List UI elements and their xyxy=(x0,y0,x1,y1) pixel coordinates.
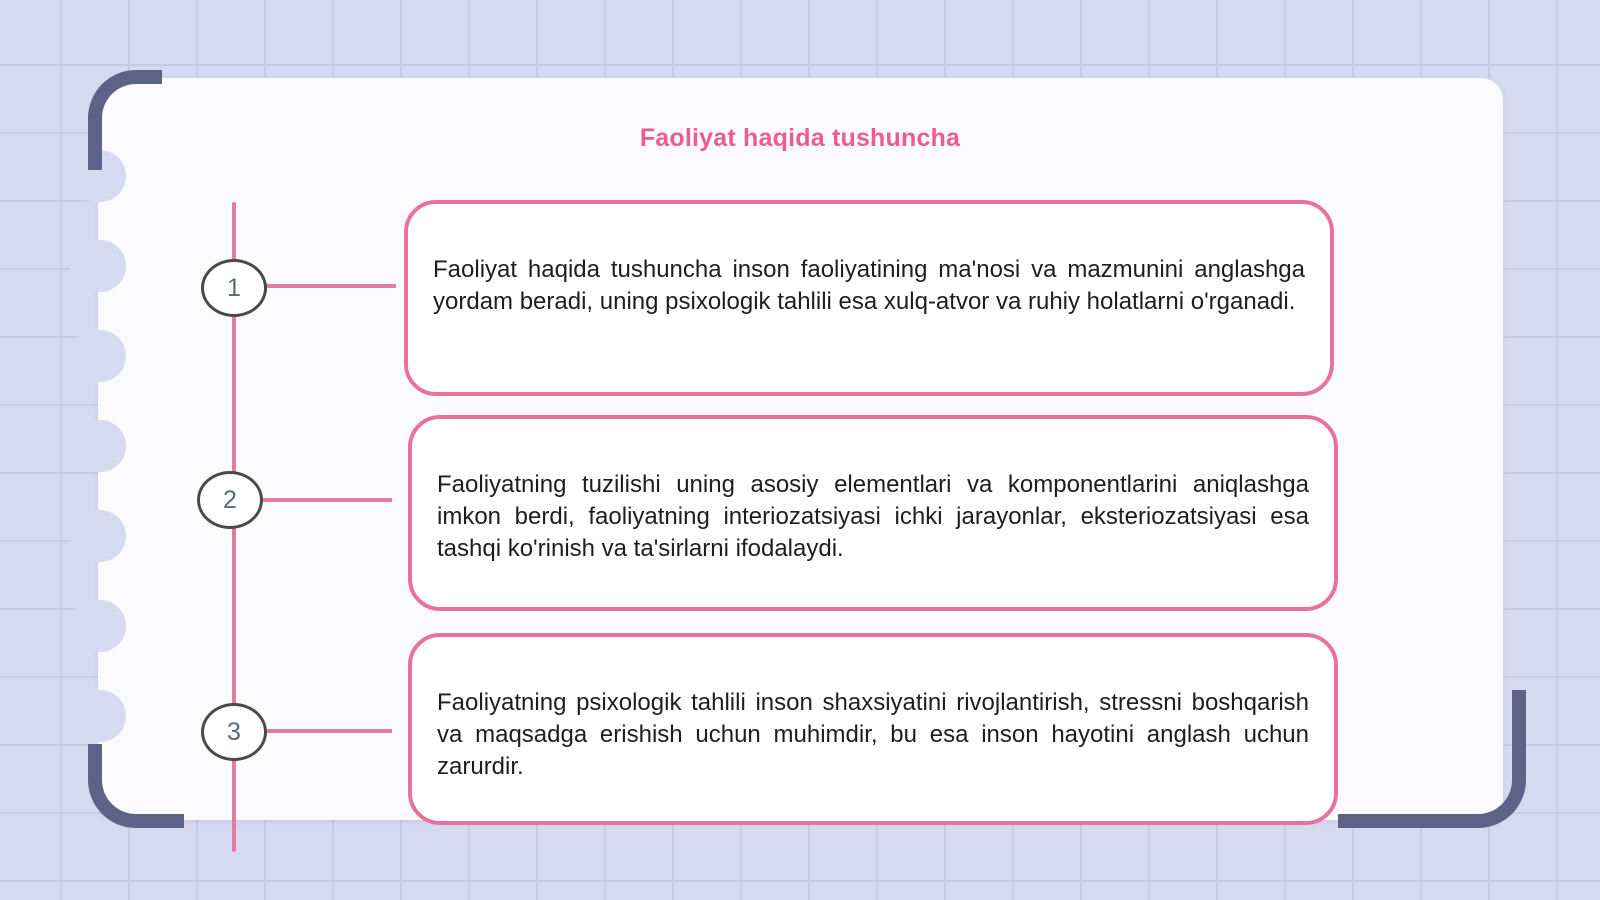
paper-notch xyxy=(70,330,126,382)
info-card-3 xyxy=(408,633,1338,825)
timeline-connector xyxy=(266,729,392,733)
corner-bracket-bottom-right xyxy=(1338,690,1526,828)
slide-title: Faoliyat haqida tushuncha xyxy=(639,124,961,152)
step-number-3: 3 xyxy=(201,703,267,761)
paper-notch xyxy=(70,240,126,292)
step-number-1: 1 xyxy=(201,259,267,317)
corner-bracket-top-left xyxy=(88,70,162,170)
paper-notch xyxy=(70,420,126,472)
info-card-2 xyxy=(408,415,1338,611)
paper-notch xyxy=(70,600,126,652)
timeline-connector xyxy=(266,284,396,288)
paper-notch xyxy=(70,510,126,562)
corner-bracket-bottom-left xyxy=(88,744,184,828)
info-card-1 xyxy=(404,200,1334,396)
info-card-text: Faoliyat haqida tushuncha inson faoliyatining ma'nosi va mazmunini anglashga yordam beradi, uning psixologik tahlili esa xulq-atvor va ruhiy holatlarni o'rganadi. xyxy=(433,256,1305,315)
info-card-text: Faoliyatning tuzilishi uning asosiy elementlari va komponentlarini aniqlashga imkon berdi, faoliyatning interiozatsiyasi ichki jarayonlar, eksteriozatsiyasi esa tashqi ko'rinish va ta'sirlarni ifodalaydi. xyxy=(437,471,1309,562)
paper-notch xyxy=(70,690,126,742)
timeline-connector xyxy=(262,498,392,502)
info-card-text: Faoliyatning psixologik tahlili inson shaxsiyatini rivojlantirish, stressni boshqarish va maqsadga erishish uchun muhimdir, bu esa inson hayotini anglash uchun zarurdir. xyxy=(437,689,1309,780)
step-number-2: 2 xyxy=(197,471,263,529)
